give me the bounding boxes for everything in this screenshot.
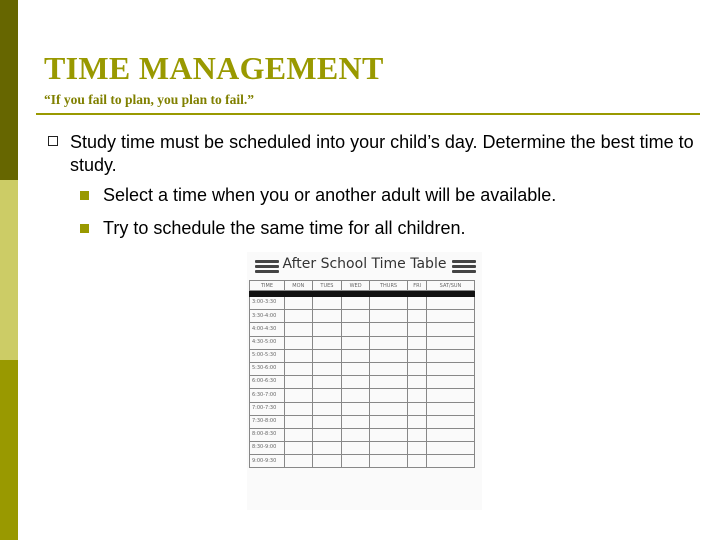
column-header: FRI bbox=[408, 281, 427, 291]
schedule-cell bbox=[426, 310, 474, 323]
schedule-cell bbox=[426, 362, 474, 375]
column-header: THURS bbox=[369, 281, 407, 291]
schedule-cell bbox=[426, 415, 474, 428]
decor-bar-top bbox=[0, 0, 18, 180]
schedule-cell bbox=[342, 428, 369, 441]
schedule-cell bbox=[312, 362, 342, 375]
table-row bbox=[250, 323, 475, 336]
schedule-cell bbox=[408, 310, 427, 323]
schedule-cell bbox=[342, 297, 369, 310]
schedule-cell bbox=[426, 455, 474, 468]
square-bullet-icon bbox=[48, 136, 58, 146]
timetable-image bbox=[247, 252, 482, 510]
schedule-cell bbox=[369, 362, 407, 375]
decor-bar-bottom bbox=[0, 360, 18, 540]
time-slot: 6:30-7:00 bbox=[250, 389, 285, 402]
column-header: TIME bbox=[250, 281, 285, 291]
schedule-cell bbox=[426, 336, 474, 349]
slide-subtitle: “If you fail to plan, you plan to fail.” bbox=[44, 92, 255, 107]
table-row bbox=[250, 336, 475, 349]
schedule-cell bbox=[342, 402, 369, 415]
column-header: SAT/SUN bbox=[426, 281, 474, 291]
schedule-cell bbox=[426, 297, 474, 310]
schedule-cell bbox=[369, 297, 407, 310]
schedule-cell bbox=[342, 389, 369, 402]
bullet-text: Study time must be scheduled into your child’s day. Determine the best time to study. bbox=[70, 132, 694, 175]
schedule-cell bbox=[342, 455, 369, 468]
schedule-cell bbox=[408, 336, 427, 349]
schedule-cell bbox=[312, 376, 342, 389]
filled-square-bullet-icon bbox=[80, 191, 89, 200]
table-row bbox=[250, 376, 475, 389]
schedule-cell bbox=[312, 455, 342, 468]
time-slot: 7:00-7:30 bbox=[250, 402, 285, 415]
time-slot: 5:00-5:30 bbox=[250, 349, 285, 362]
schedule-cell bbox=[285, 336, 313, 349]
schedule-cell bbox=[426, 428, 474, 441]
schedule-cell bbox=[312, 428, 342, 441]
schedule-cell bbox=[285, 362, 313, 375]
column-header: MON bbox=[285, 281, 313, 291]
filled-square-bullet-icon bbox=[80, 224, 89, 233]
schedule-cell bbox=[408, 349, 427, 362]
schedule-cell bbox=[285, 455, 313, 468]
schedule-cell bbox=[285, 310, 313, 323]
schedule-cell bbox=[408, 455, 427, 468]
schedule-cell bbox=[369, 336, 407, 349]
schedule-cell bbox=[408, 389, 427, 402]
schedule-cell bbox=[408, 428, 427, 441]
table-row bbox=[250, 428, 475, 441]
schedule-cell bbox=[342, 336, 369, 349]
column-header: WED bbox=[342, 281, 369, 291]
schedule-cell bbox=[312, 402, 342, 415]
schedule-cell bbox=[285, 428, 313, 441]
schedule-cell bbox=[408, 362, 427, 375]
schedule-cell bbox=[426, 389, 474, 402]
schedule-cell bbox=[312, 442, 342, 455]
books-icon bbox=[452, 260, 476, 276]
table-row bbox=[250, 455, 475, 468]
table-row bbox=[250, 402, 475, 415]
schedule-cell bbox=[342, 362, 369, 375]
schedule-cell bbox=[285, 323, 313, 336]
schedule-cell bbox=[312, 323, 342, 336]
schedule-cell bbox=[342, 376, 369, 389]
sub-bullet-text: Select a time when you or another adult will be available. bbox=[103, 185, 557, 205]
schedule-cell bbox=[426, 402, 474, 415]
time-slot: 7:30-8:00 bbox=[250, 415, 285, 428]
schedule-cell bbox=[369, 415, 407, 428]
schedule-cell bbox=[369, 389, 407, 402]
schedule-cell bbox=[369, 323, 407, 336]
schedule-cell bbox=[369, 310, 407, 323]
time-slot: 8:30-9:00 bbox=[250, 442, 285, 455]
schedule-cell bbox=[342, 349, 369, 362]
schedule-cell bbox=[342, 310, 369, 323]
time-slot: 3:30-4:00 bbox=[250, 310, 285, 323]
schedule-cell bbox=[312, 389, 342, 402]
schedule-cell bbox=[408, 297, 427, 310]
schedule-cell bbox=[285, 402, 313, 415]
schedule-cell bbox=[342, 442, 369, 455]
table-row bbox=[250, 362, 475, 375]
table-row bbox=[250, 349, 475, 362]
schedule-cell bbox=[342, 415, 369, 428]
time-slot: 5:30-6:00 bbox=[250, 362, 285, 375]
schedule-cell bbox=[312, 415, 342, 428]
title-divider bbox=[36, 113, 700, 115]
schedule-cell bbox=[285, 376, 313, 389]
schedule-cell bbox=[408, 415, 427, 428]
time-slot: 9:00-9:30 bbox=[250, 455, 285, 468]
schedule-cell bbox=[369, 349, 407, 362]
schedule-cell bbox=[369, 376, 407, 389]
table-row bbox=[250, 297, 475, 310]
schedule-cell bbox=[426, 442, 474, 455]
schedule-cell bbox=[285, 415, 313, 428]
schedule-cell bbox=[369, 455, 407, 468]
schedule-cell bbox=[285, 389, 313, 402]
schedule-cell bbox=[426, 323, 474, 336]
sub-bullet-text: Try to schedule the same time for all children. bbox=[103, 218, 466, 238]
schedule-cell bbox=[426, 376, 474, 389]
table-row bbox=[250, 310, 475, 323]
time-slot: 4:00-4:30 bbox=[250, 323, 285, 336]
table-row bbox=[250, 442, 475, 455]
slide-title: TIME MANAGEMENT bbox=[44, 50, 384, 86]
time-slot: 8:00-8:30 bbox=[250, 428, 285, 441]
table-row bbox=[250, 389, 475, 402]
schedule-cell bbox=[426, 349, 474, 362]
time-slot: 6:00-6:30 bbox=[250, 376, 285, 389]
schedule-cell bbox=[408, 442, 427, 455]
schedule-cell bbox=[312, 310, 342, 323]
time-slot: 4:30-5:00 bbox=[250, 336, 285, 349]
table-row bbox=[250, 415, 475, 428]
schedule-cell bbox=[369, 402, 407, 415]
schedule-cell bbox=[312, 336, 342, 349]
schedule-cell bbox=[408, 402, 427, 415]
schedule-cell bbox=[408, 376, 427, 389]
schedule-cell bbox=[285, 297, 313, 310]
schedule-cell bbox=[285, 442, 313, 455]
time-slot: 3:00-3:30 bbox=[250, 297, 285, 310]
timetable-grid bbox=[249, 280, 475, 468]
schedule-cell bbox=[312, 297, 342, 310]
schedule-cell bbox=[312, 349, 342, 362]
schedule-cell bbox=[285, 349, 313, 362]
column-header: TUES bbox=[312, 281, 342, 291]
schedule-cell bbox=[342, 323, 369, 336]
schedule-cell bbox=[369, 442, 407, 455]
timetable-title: After School Time Table bbox=[282, 256, 447, 272]
schedule-cell bbox=[408, 323, 427, 336]
decor-bar-middle bbox=[0, 180, 18, 360]
schedule-cell bbox=[369, 428, 407, 441]
